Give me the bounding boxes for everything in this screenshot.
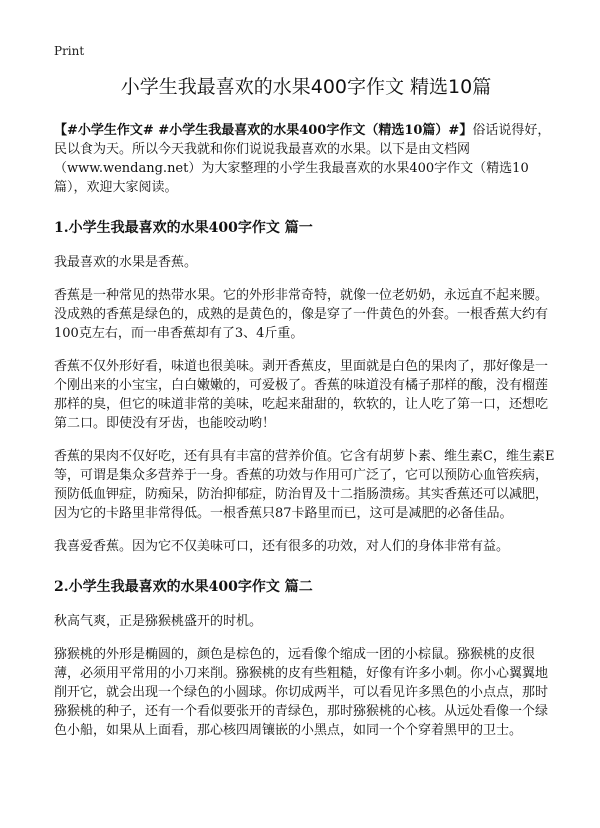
section-1-paragraph-1: 我最喜欢的水果是香蕉。 bbox=[54, 255, 198, 270]
section-1-paragraph-3: 香蕉不仅外形好看，味道也很美味。剥开香蕉皮，里面就是白色的果肉了，那好像是一个刚出来的小宝宝，白白嫩嫩的，可爱极了。香蕉的味道没有橘子那样的酸，没有榴莲那样的臭，但它的味道非常的美味，吃起来甜甜的，软软的，让人吃了第一口，还想吃第二口。即使没有牙齿，也能咬动哟！ bbox=[54, 359, 549, 431]
intro-text: 俗话说得好，民以食为天。所以今天我就和你们说说我最喜欢的水果。以下是由文档网（www.wendang.net）为大家整理的小学生我最喜欢的水果400字作文（精选10篇），欢迎大家阅读。 bbox=[54, 123, 551, 195]
section-2-paragraph-2: 猕猴桃的外形是椭圆的，颜色是棕色的，远看像个缩成一团的小棕鼠。猕猴桃的皮很薄，必须用平常用的小刀来削。猕猴桃的皮有些粗糙，好像有许多小刺。你小心翼翼地削开它，就会出现一个绿色的小圆球。你切成两半，可以看见许多黑色的小点点，那时猕猴桃的种子，还有一个看似要张开的青绿色，那时猕猴桃的心核。从远处看像一个绿色小船，如果从上面看，那心核四周镶嵌的小黑点，如同一个个穿着黑甲的卫士。 bbox=[54, 647, 549, 738]
intro-tag: 【#小学生作文# #小学生我最喜欢的水果400字作文（精选10篇）#】 bbox=[54, 123, 473, 138]
intro-paragraph bbox=[54, 121, 558, 197]
section-1-paragraph-2: 香蕉是一种常见的热带水果。它的外形非常奇特，就像一位老奶奶，永远直不起来腰。没成熟的香蕉是绿色的，成熟的是黄色的，像是穿了一件黄色的外套。一根香蕉大约有100克左右，而一串香蕉却有了3、4斤重。 bbox=[54, 288, 549, 341]
section-2-paragraph-1: 秋高气爽，正是猕猴桃盛开的时机。 bbox=[54, 614, 263, 629]
section-1-paragraph-4: 香蕉的果肉不仅好吃，还有具有丰富的营养价值。它含有胡萝卜素、维生素C，维生素E等，可谓是集众多营养于一身。香蕉的功效与作用可广泛了，它可以预防心血管疾病，预防低血钾症，防痴呆，防治抑郁症，防治胃及十二指肠溃疡。其实香蕉还可以减肥，因为它的卡路里非常得低。一根香蕉只87卡路里而已，这可是减肥的必备佳品。 bbox=[54, 449, 555, 521]
section-1-paragraph-5: 我喜爱香蕉。因为它不仅美味可口，还有很多的功效，对人们的身体非常有益。 bbox=[54, 539, 510, 554]
document-title: 小学生我最喜欢的水果400字作文 精选10篇 bbox=[120, 76, 492, 98]
section-heading-1: 1.小学生我最喜欢的水果400字作文 篇一 bbox=[54, 220, 313, 236]
print-label[interactable]: Print bbox=[54, 44, 85, 58]
section-heading-2: 2.小学生我最喜欢的水果400字作文 篇二 bbox=[54, 579, 313, 595]
